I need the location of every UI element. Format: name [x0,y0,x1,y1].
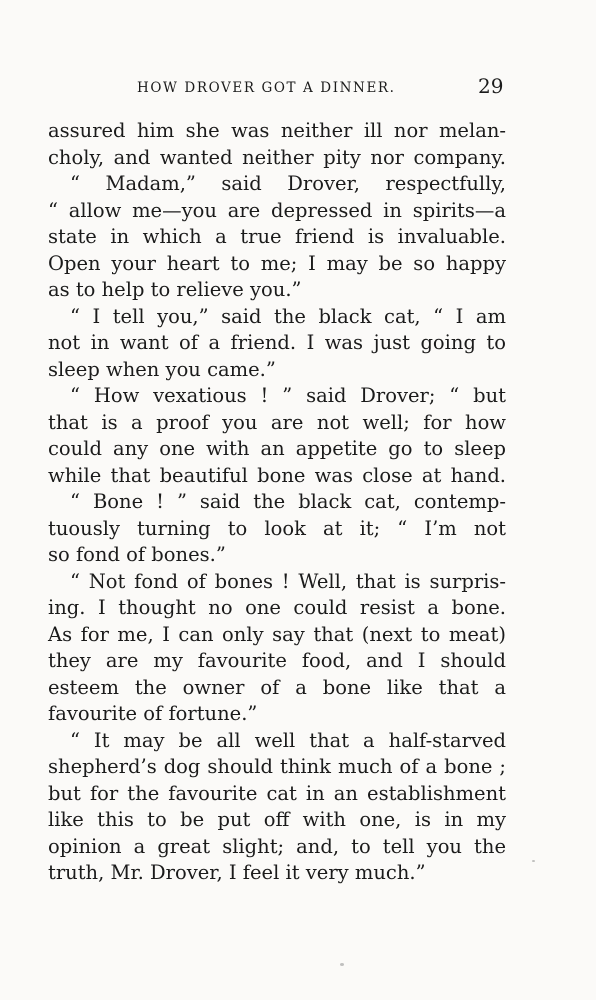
text-line: Open your heart to me; I may be so happy [48,251,506,275]
text-line: choly, and wanted neither pity nor company. [48,145,506,169]
body-text [48,118,506,887]
text-line: “ It may be all well that a half-starved [70,728,506,752]
text-line: but for the favourite cat in an establishment [48,781,506,805]
text-line: they are my favourite food, and I should [48,649,506,672]
text-line: “ allow me—you are depressed in spirits—a [48,198,506,222]
text-line: truth, Mr. Drover, I feel it very much.” [48,861,426,884]
text-line: “ Madam,” said Drover, respectfully, [70,172,506,195]
text-line: assured him she was neither ill nor melan- [48,119,506,142]
page-number: 29 [478,74,504,98]
text-line: opinion a great slight; and, to tell you the [48,834,506,858]
text-line: as to help to relieve you.” [48,278,302,301]
text-line: tuously turning to look at it; “ I’m not [48,516,506,540]
text-line: shepherd’s dog should think much of a bone ; [48,755,506,778]
text-line: “ I tell you,” said the black cat, “ I am [70,304,506,328]
text-line: not in want of a friend. I was just going to [48,331,506,354]
text-line: could any one with an appetite go to sleep [48,437,506,460]
text-line: “ Bone ! ” said the black cat, contemp- [70,490,506,513]
text-line: favourite of fortune.” [48,702,258,725]
text-line: “ Not fond of bones ! Well, that is surpris- [70,569,506,593]
text-line: like this to be put off with one, is in my [48,808,506,831]
running-title: HOW DROVER GOT A DINNER. [137,80,396,96]
text-line: state in which a true friend is invaluable. [48,225,506,248]
text-line: esteem the owner of a bone like that a [48,675,506,699]
text-line: As for me, I can only say that (next to meat) [48,622,506,646]
text-line: while that beautiful bone was close at hand. [48,463,506,487]
text-line: so fond of bones.” [48,543,226,566]
paper-speck [532,860,535,862]
paper-speck [340,963,344,966]
text-line: ing. I thought no one could resist a bone. [48,596,506,619]
text-line: “ How vexatious ! ” said Drover; “ but [70,384,506,407]
text-line: sleep when you came.” [48,357,276,381]
running-head [0,74,596,98]
text-line: that is a proof you are not well; for how [48,410,506,434]
